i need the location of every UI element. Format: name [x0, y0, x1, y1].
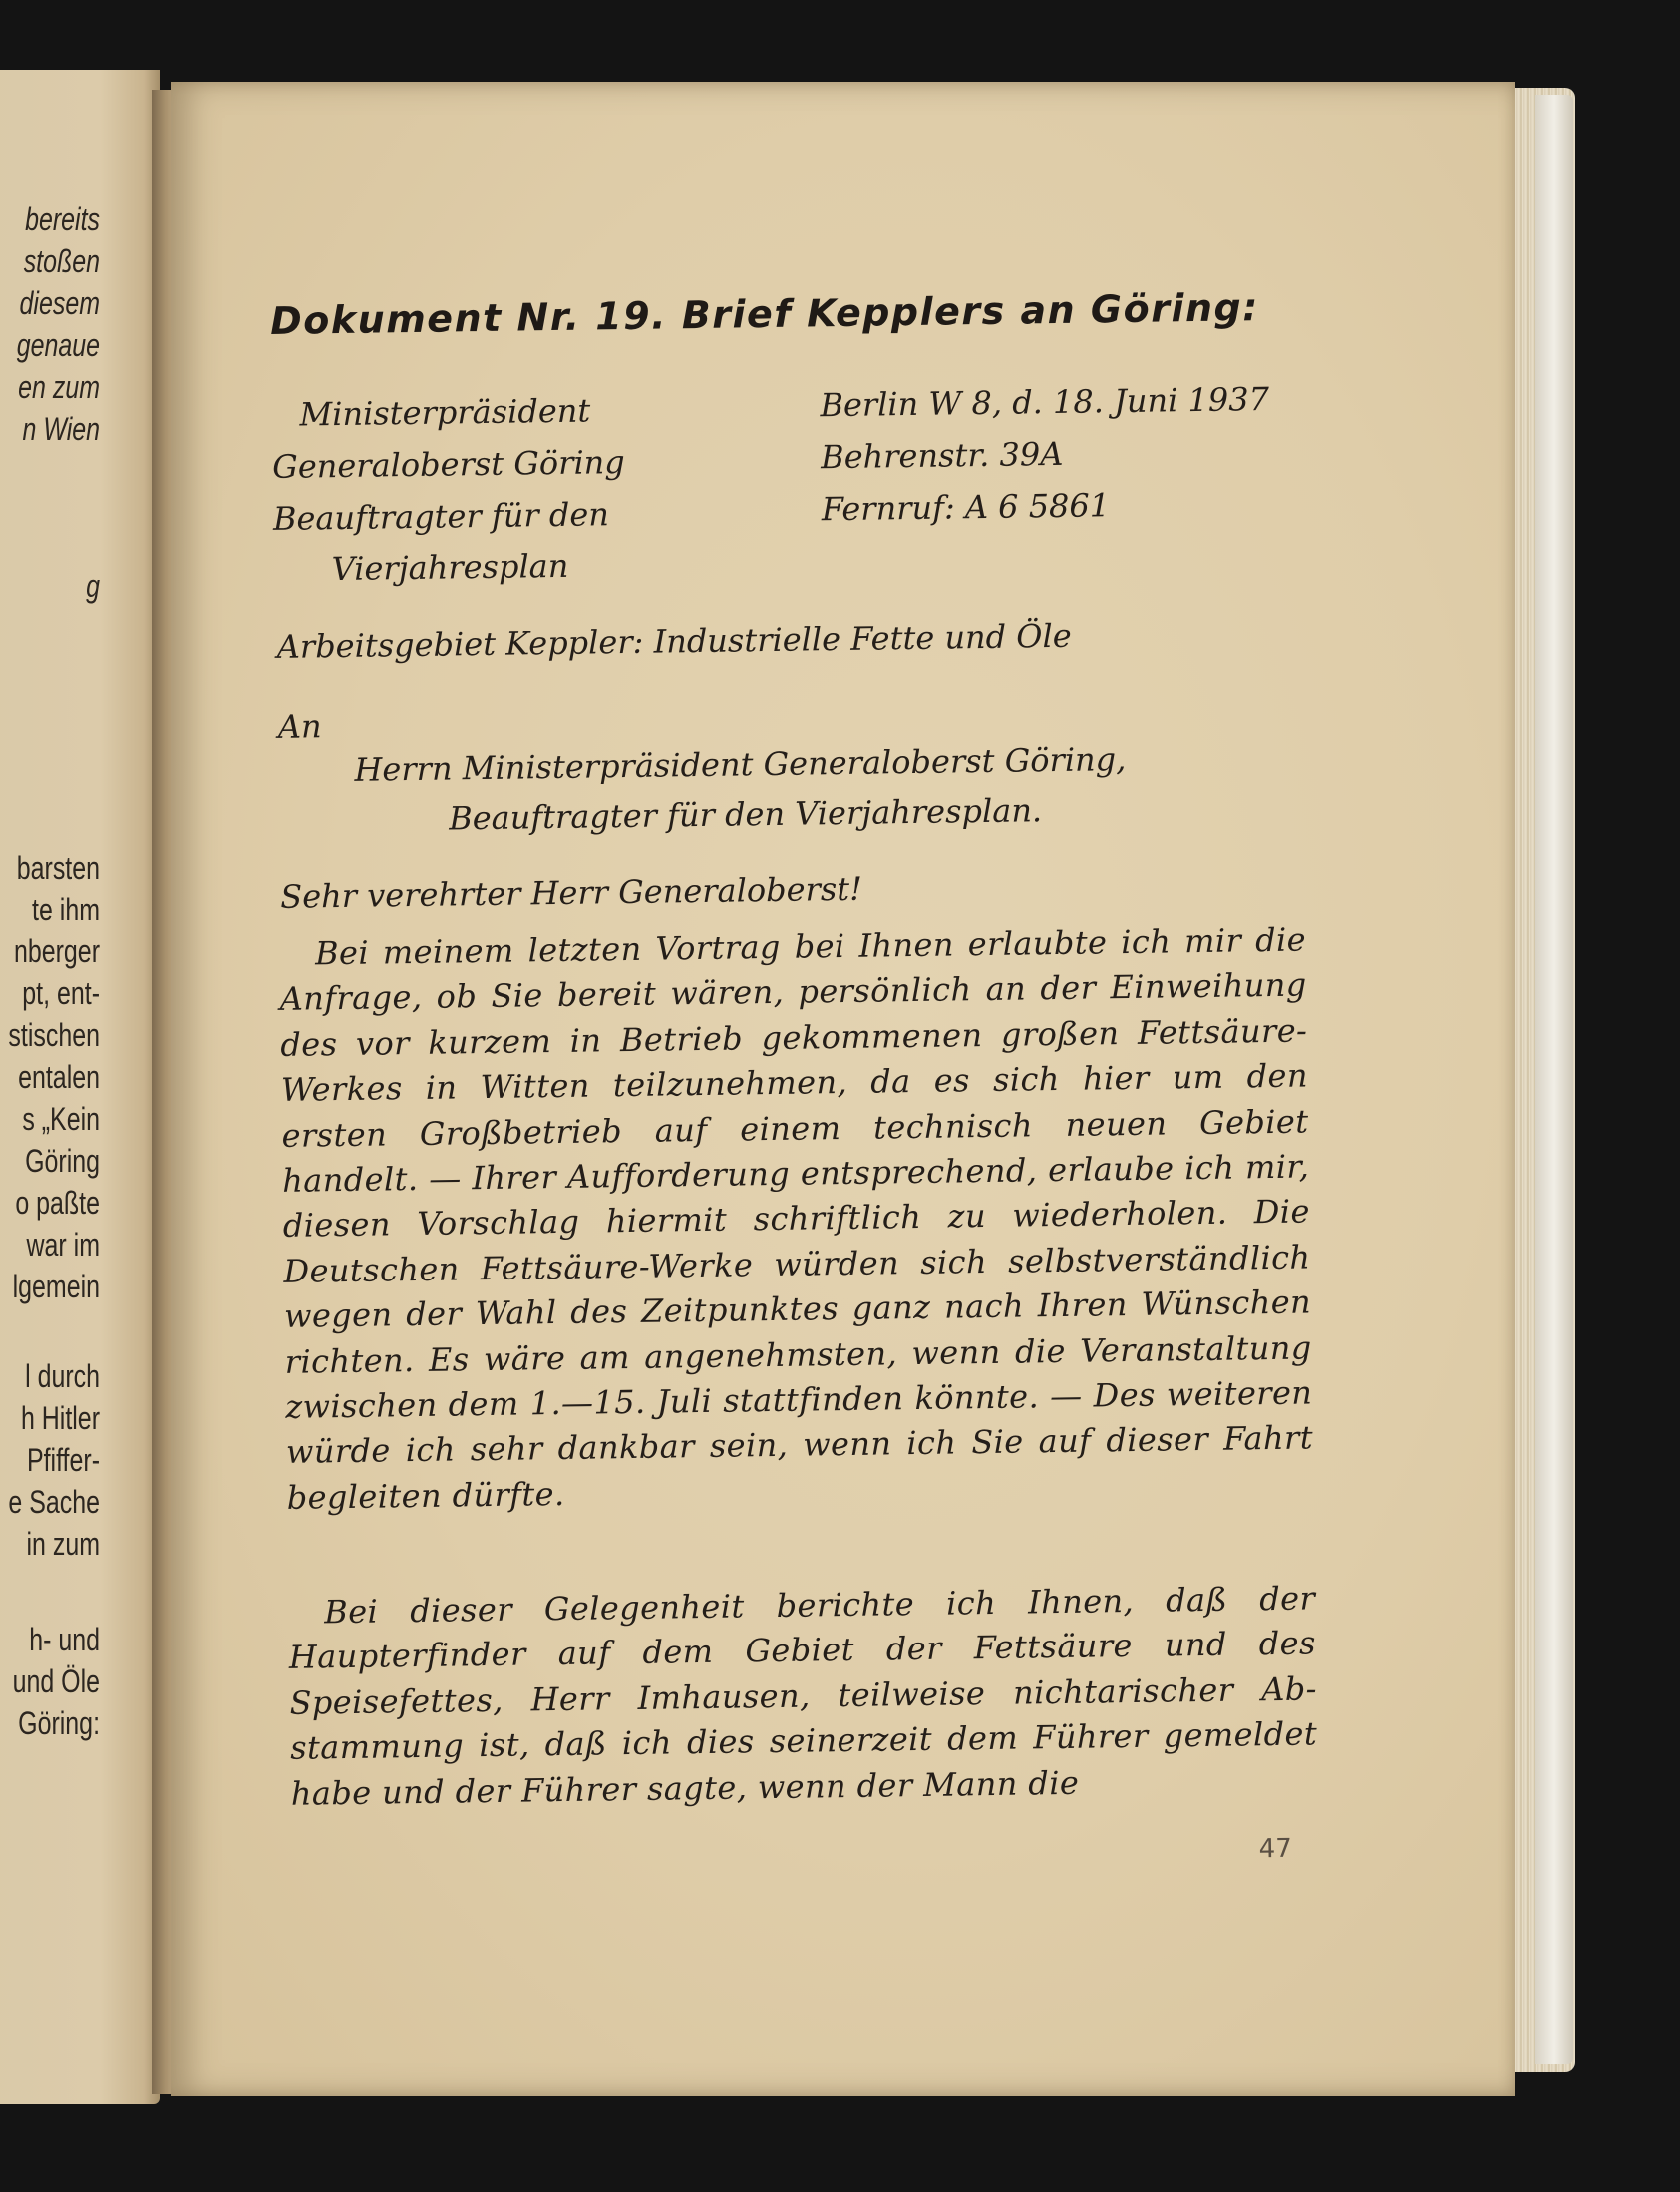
subject-line: Arbeitsgebiet Keppler: Industrielle Fette und Öle: [276, 616, 1072, 666]
previous-page-text-fragment: l durch: [25, 1358, 100, 1394]
sender-line: Vierjahresplan: [331, 547, 569, 589]
sender-line: Ministerpräsident: [299, 391, 591, 434]
page-block-edge-outer: [1535, 95, 1573, 2064]
recipient-line: Herrn Ministerpräsident Generaloberst Göring,: [354, 740, 1127, 789]
address-block: [820, 372, 1340, 535]
previous-page-text-fragment: h- und: [29, 1622, 100, 1657]
previous-page-text-fragment: s „Kein: [22, 1101, 100, 1137]
previous-page-text-fragment: nberger: [13, 933, 100, 969]
previous-page-text-fragment: diesem: [19, 285, 100, 321]
sender-line: Generaloberst Göring: [271, 443, 626, 486]
current-page: [171, 82, 1515, 2096]
previous-page-text-fragment: stoßen: [23, 243, 101, 279]
recipient-prefix: An: [277, 707, 322, 746]
previous-page-text-fragment: h Hitler: [20, 1400, 100, 1436]
previous-page-text-fragment: war im: [26, 1227, 100, 1263]
previous-page-text-fragment: Pfiffer-: [26, 1442, 100, 1478]
previous-page-text-fragment: pt, ent-: [22, 975, 100, 1011]
salutation: Sehr verehrter Herr Generaloberst!: [279, 869, 863, 915]
previous-page: [0, 70, 160, 2104]
previous-page-text-fragment: genaue: [16, 327, 100, 363]
previous-page-text-fragment: g: [86, 568, 100, 604]
previous-page-text-fragment: entalen: [18, 1059, 100, 1095]
previous-page-text-fragment: Göring:: [18, 1705, 100, 1741]
address-line: Berlin W 8, d. 18. Juni 1937: [820, 379, 1270, 425]
body-paragraph: Bei meinem letzten Vortrag bei Ihnen erlaubte ich mir die Anfrage, ob Sie bereit wären, persönlich an der Einweihung des vor kurzem in Betrieb gekommenen großen Fettsäure-Werkes in Witten teilzunehmen, da es sich hier um den ersten Großbetrieb auf einem technisch neuen Gebiet handelt. — Ihrer Aufforderung entsprechend, erlaube ich mir, diesen Vorschlag hiermit schriftlich zu wiederholen. Die Deutschen Fettsäure-Werke würden sich selbstverständlich wegen der Wahl des Zeitpunktes ganz nach Ihren Wünschen richten. Es wäre am angenehmsten, wenn die Veranstaltung zwischen dem 1.—15. Juli stattfinden könnte. — Des weiteren würde ich sehr dankbar sein, wenn ich Sie auf dieser Fahrt begleiten dürfte.: [279, 920, 1314, 1517]
previous-page-text-fragment: e Sache: [8, 1484, 100, 1520]
recipient-line: Beauftragter für den Vierjahresplan.: [448, 791, 1043, 838]
previous-page-text-fragment: stischen: [8, 1017, 100, 1053]
document-heading: Dokument Nr. 19. Brief Kepplers an Göring:: [269, 285, 1260, 343]
previous-page-text-fragment: te ihm: [32, 892, 100, 927]
previous-page-text-fragment: in zum: [26, 1526, 100, 1562]
previous-page-text-fragment: und Öle: [12, 1663, 100, 1699]
previous-page-text-fragment: o paßte: [15, 1185, 100, 1221]
previous-page-text-fragment: en zum: [18, 369, 100, 405]
body-paragraph: Bei dieser Gelegenheit berichte ich Ihnen, daß der Haupterfinder auf dem Gebiet der Fettsäure und des Speisefettes, Herr Imhausen, teilweise nichtarischer Abstammung ist, daß ich dies seinerzeit dem Führer gemeldet habe und der Führer sagte, wenn der Mann die: [288, 1579, 1318, 1813]
previous-page-text-fragment: lgemein: [12, 1269, 101, 1304]
previous-page-text-fragment: Göring: [25, 1143, 100, 1179]
address-line: Fernruf: A 6 5861: [821, 486, 1111, 529]
page-number: 47: [1258, 1833, 1292, 1865]
document-body: [158, 73, 1529, 2106]
previous-page-text-fragment: bereits: [25, 201, 100, 237]
sender-line: Beauftragter für den: [272, 495, 610, 538]
address-line: Behrenstr. 39A: [820, 434, 1064, 477]
previous-page-text-fragment: barsten: [16, 850, 100, 886]
sender-block: [271, 382, 793, 596]
previous-page-text-fragment: n Wien: [22, 411, 100, 447]
